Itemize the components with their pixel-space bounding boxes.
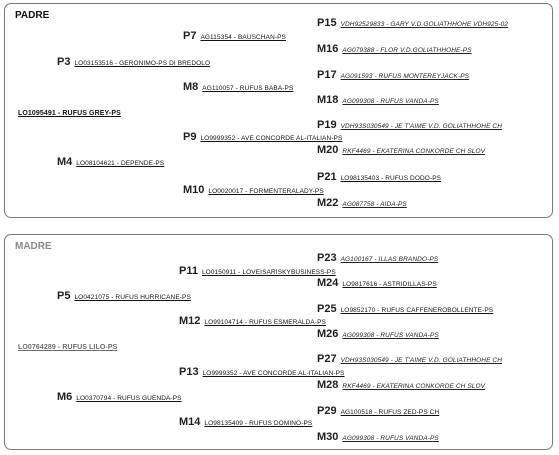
position-code: P25 bbox=[317, 303, 337, 315]
dog-link[interactable]: AG115354 - BAUSCHAN-PS bbox=[200, 34, 286, 41]
pedigree-entry-m6 bbox=[57, 390, 182, 405]
position-code: M22 bbox=[317, 197, 339, 209]
madre-panel bbox=[4, 234, 553, 450]
pedigree-entry-m8 bbox=[183, 80, 293, 95]
position-code: M24 bbox=[317, 277, 339, 289]
dog-link[interactable]: AG099308 - RUFUS VANDA-PS bbox=[342, 435, 439, 442]
position-code: P27 bbox=[317, 353, 337, 365]
position-code: M6 bbox=[57, 391, 73, 403]
dog-link[interactable]: AG099308 - RUFUS VANDA-PS bbox=[342, 332, 439, 339]
position-code: P11 bbox=[179, 265, 198, 277]
dog-link[interactable]: LO9817616 - ASTRIDILLAS-PS bbox=[342, 281, 437, 288]
pedigree-entry-p25 bbox=[317, 302, 493, 317]
position-code: P9 bbox=[183, 131, 197, 143]
pedigree-entry-m10 bbox=[183, 183, 324, 198]
position-code: P19 bbox=[317, 119, 337, 131]
pedigree-entry-m18 bbox=[317, 93, 439, 108]
dog-link[interactable]: LO9852170 - RUFUS CAFFENEROBOLLENTE-PS bbox=[340, 307, 494, 314]
position-code: P17 bbox=[317, 69, 337, 81]
dog-link[interactable]: VDH93S030549 - JE T'AIME V.D. GOLIATHHOHE CH bbox=[340, 123, 503, 130]
position-code: M8 bbox=[183, 81, 199, 93]
dog-link[interactable]: LO0421075 - RUFUS HURRICANE-PS bbox=[74, 294, 191, 301]
position-code: M20 bbox=[317, 144, 339, 156]
pedigree-entry-p19 bbox=[317, 118, 502, 133]
dog-link[interactable]: AG110057 - RUFUS BABA-PS bbox=[202, 85, 294, 92]
position-code: P3 bbox=[57, 56, 71, 68]
pedigree-entry-p27 bbox=[317, 352, 502, 367]
dog-link[interactable]: AG099308 - RUFUS VANDA-PS bbox=[342, 98, 439, 105]
pedigree-entry-p5 bbox=[57, 289, 191, 304]
pedigree-entry-p21 bbox=[317, 170, 441, 185]
padre-title: PADRE bbox=[15, 10, 50, 21]
pedigree-entry-m20 bbox=[317, 143, 485, 158]
madre-title: MADRE bbox=[15, 241, 52, 252]
pedigree-entry-p23 bbox=[317, 251, 438, 266]
madre-root-entry bbox=[18, 339, 117, 354]
dog-link[interactable]: AG100167 - ILLAS BRANDO-PS bbox=[340, 256, 439, 263]
dog-link[interactable]: LO0020017 - FORMENTERALADY-PS bbox=[208, 188, 324, 195]
position-code: P21 bbox=[317, 171, 337, 183]
padre-panel bbox=[4, 3, 553, 218]
padre-root-entry bbox=[18, 105, 121, 120]
dog-link[interactable]: LO0150911 - LOVEISARISKYBUSINESS-PS bbox=[201, 269, 336, 276]
dog-link[interactable]: LO08104621 - DEPENDE-PS bbox=[76, 160, 165, 167]
dog-link[interactable]: LO98135403 - RUFUS DODO-PS bbox=[340, 175, 442, 182]
pedigree-entry-m24 bbox=[317, 276, 437, 291]
dog-link[interactable]: RKF4469 - EKATERINA CONKORDE CH SLOV bbox=[342, 148, 486, 155]
position-code: M18 bbox=[317, 94, 339, 106]
pedigree-entry-m14 bbox=[179, 415, 312, 430]
dog-link[interactable]: LO03153516 - GERONIMO-PS DI BREDOLO bbox=[74, 60, 211, 67]
dog-link[interactable]: AG100518 - RUFUS ZED-PS CH bbox=[340, 409, 440, 416]
position-code: P29 bbox=[317, 405, 337, 417]
dog-link[interactable]: VDH93S030549 - JE T'AIME V.D. GOLIATHHOHE CH bbox=[340, 357, 503, 364]
pedigree-entry-p29 bbox=[317, 404, 439, 419]
position-code: P7 bbox=[183, 30, 197, 42]
dog-link[interactable]: VDH92529833 - GARY V.D.GOLIATHHOHE VDH925-02 bbox=[340, 21, 509, 28]
position-code: P5 bbox=[57, 290, 71, 302]
pedigree-entry-p7 bbox=[183, 29, 286, 44]
dog-link[interactable]: RKF4469 - EKATERINA CONKORDE CH SLOV bbox=[342, 383, 486, 390]
pedigree-entry-p17 bbox=[317, 68, 469, 83]
dog-link[interactable]: LO99104714 - RUFUS ESMERALDA-PS bbox=[204, 319, 326, 326]
dog-link[interactable]: AG079388 - FLOR V.D.GOLIATHHOHE-PS bbox=[342, 47, 472, 54]
dog-link[interactable]: LO98135409 - RUFUS DOMINO-PS bbox=[204, 420, 313, 427]
position-code: M12 bbox=[179, 315, 201, 327]
dog-link[interactable]: AG091593 - RUFUS MONTEREYJACK-PS bbox=[340, 73, 470, 80]
position-code: M10 bbox=[183, 184, 205, 196]
position-code: M16 bbox=[317, 43, 339, 55]
position-code: P13 bbox=[179, 366, 199, 378]
pedigree-entry-m26 bbox=[317, 327, 439, 342]
position-code: P15 bbox=[317, 17, 337, 29]
pedigree-entry-p3 bbox=[57, 55, 210, 70]
pedigree-entry-m16 bbox=[317, 42, 472, 57]
position-code: M28 bbox=[317, 379, 339, 391]
pedigree-entry-m22 bbox=[317, 196, 407, 211]
pedigree-entry-m30 bbox=[317, 430, 439, 445]
pedigree-entry-m4 bbox=[57, 155, 164, 170]
padre-root-link[interactable]: LO1095491 - RUFUS GREY-PS bbox=[18, 110, 121, 117]
position-code: M4 bbox=[57, 156, 73, 168]
madre-root-link[interactable]: LO0764289 - RUFUS LILO-PS bbox=[18, 344, 118, 351]
dog-link[interactable]: LO9999352 - AVE CONCORDE AL-ITALIAN-PS bbox=[202, 370, 345, 377]
position-code: M26 bbox=[317, 328, 339, 340]
dog-link[interactable]: LO9999352 - AVE CONCORDE AL-ITALIAN-PS bbox=[200, 135, 343, 142]
pedigree-entry-m12 bbox=[179, 314, 326, 329]
position-code: M14 bbox=[179, 416, 201, 428]
pedigree-entry-p15 bbox=[317, 16, 508, 31]
position-code: P23 bbox=[317, 252, 337, 264]
dog-link[interactable]: AG087758 - AIDA-PS bbox=[342, 201, 407, 208]
pedigree-entry-p11 bbox=[179, 264, 336, 279]
dog-link[interactable]: LO0370794 - RUFUS GUENDA-PS bbox=[76, 395, 182, 402]
position-code: M30 bbox=[317, 431, 339, 443]
pedigree-entry-m28 bbox=[317, 378, 485, 393]
